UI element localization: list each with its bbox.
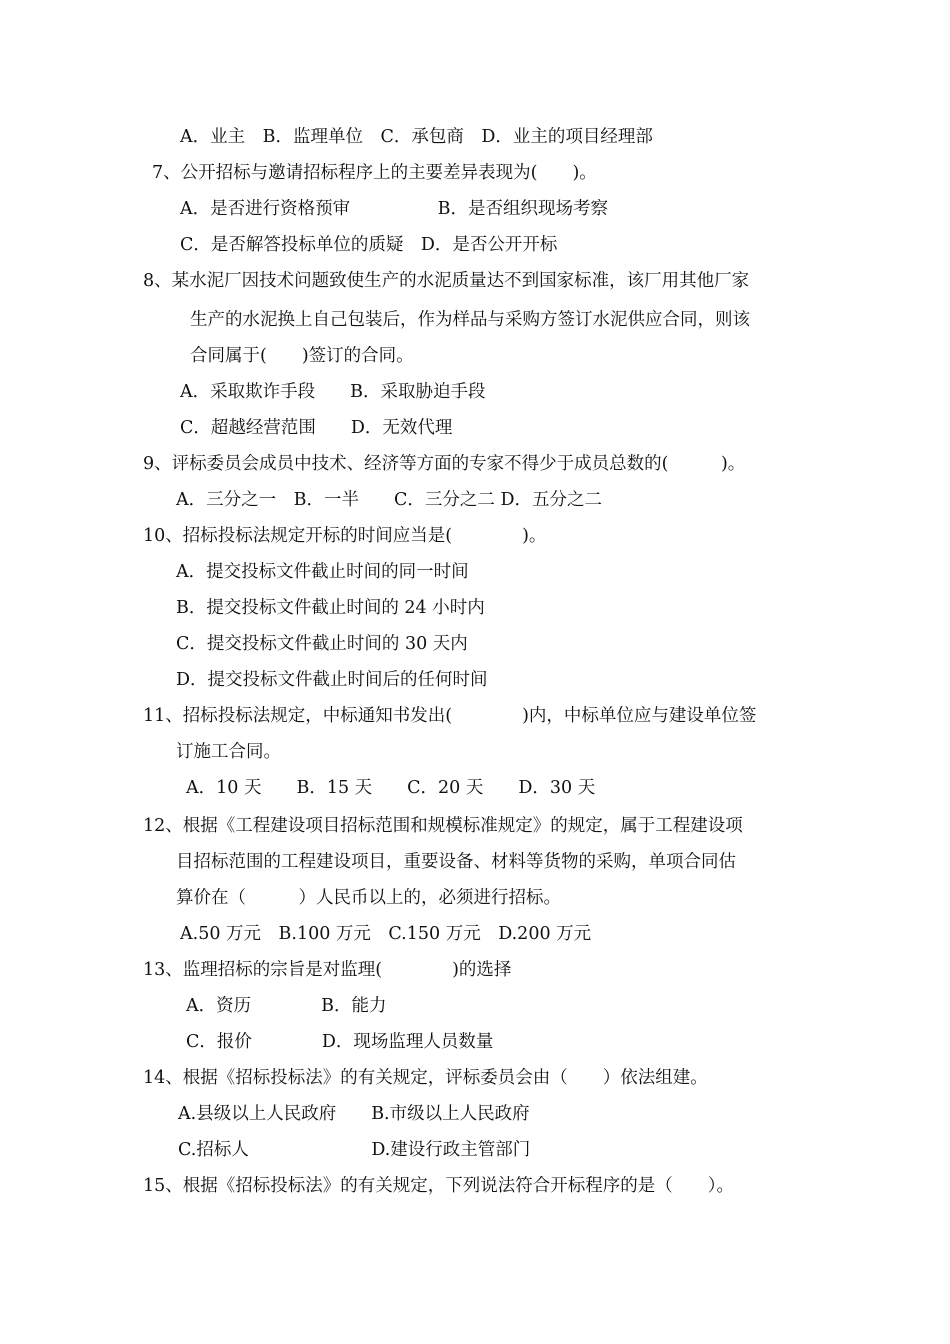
q10-option-a: A．提交投标文件截止时间的同一时间 — [176, 562, 469, 582]
q10-option-b: B．提交投标文件截止时间的 24 小时内 — [176, 598, 485, 618]
q8-question-line3: 合同属于( )签订的合同。 — [190, 346, 414, 366]
q11-question-line1: 11、招标投标法规定，中标通知书发出( )内，中标单位应与建设单位签 — [143, 706, 757, 726]
q8-options-ab: A．采取欺诈手段 B．采取胁迫手段 — [180, 382, 486, 402]
q13-question: 13、监理招标的宗旨是对监理( )的选择 — [143, 960, 512, 980]
q9-question: 9、评标委员会成员中技术、经济等方面的专家不得少于成员总数的( )。 — [143, 454, 746, 474]
q6-options: A．业主 B．监理单位 C．承包商 D．业主的项目经理部 — [180, 127, 653, 147]
q12-question-line2: 目招标范围的工程建设项目，重要设备、材料等货物的采购，单项合同估 — [176, 852, 736, 872]
q10-question: 10、招标投标法规定开标的时间应当是( )。 — [143, 526, 547, 546]
q7-options-ab: A．是否进行资格预审 B．是否组织现场考察 — [180, 199, 608, 219]
q8-question-line2: 生产的水泥换上自己包装后，作为样品与采购方签订水泥供应合同，则该 — [190, 310, 750, 330]
q13-options-ab: A．资历 B．能力 — [186, 996, 387, 1016]
q11-question-line2: 订施工合同。 — [176, 742, 281, 762]
q9-options: A．三分之一 B．一半 C．三分之二 D．五分之二 — [176, 490, 602, 510]
q12-question-line3: 算价在（ ）人民币以上的，必须进行招标。 — [176, 888, 561, 908]
q13-options-cd: C．报价 D．现场监理人员数量 — [186, 1032, 494, 1052]
q10-option-d: D．提交投标文件截止时间后的任何时间 — [176, 670, 488, 690]
q12-options: A.50 万元 B.100 万元 C.150 万元 D.200 万元 — [180, 924, 592, 944]
q11-options: A．10 天 B．15 天 C．20 天 D．30 天 — [186, 778, 596, 798]
q14-options-ab: A.县级以上人民政府 B.市级以上人民政府 — [178, 1104, 530, 1124]
q14-question: 14、根据《招标投标法》的有关规定，评标委员会由（ ）依法组建。 — [143, 1068, 708, 1088]
q8-options-cd: C．超越经营范围 D．无效代理 — [180, 418, 453, 438]
q8-question-line1: 8、某水泥厂因技术问题致使生产的水泥质量达不到国家标准，该厂用其他厂家 — [143, 271, 750, 291]
q15-question: 15、根据《招标投标法》的有关规定，下列说法符合开标程序的是（ ）。 — [143, 1176, 735, 1196]
q12-question-line1: 12、根据《工程建设项目招标范围和规模标准规定》的规定，属于工程建设项 — [143, 816, 743, 836]
q7-question: 7、公开招标与邀请招标程序上的主要差异表现为( )。 — [152, 163, 597, 183]
q7-options-cd: C．是否解答投标单位的质疑 D．是否公开开标 — [180, 235, 558, 255]
q14-options-cd: C.招标人 D.建设行政主管部门 — [178, 1140, 531, 1160]
q10-option-c: C．提交投标文件截止时间的 30 天内 — [176, 634, 468, 654]
